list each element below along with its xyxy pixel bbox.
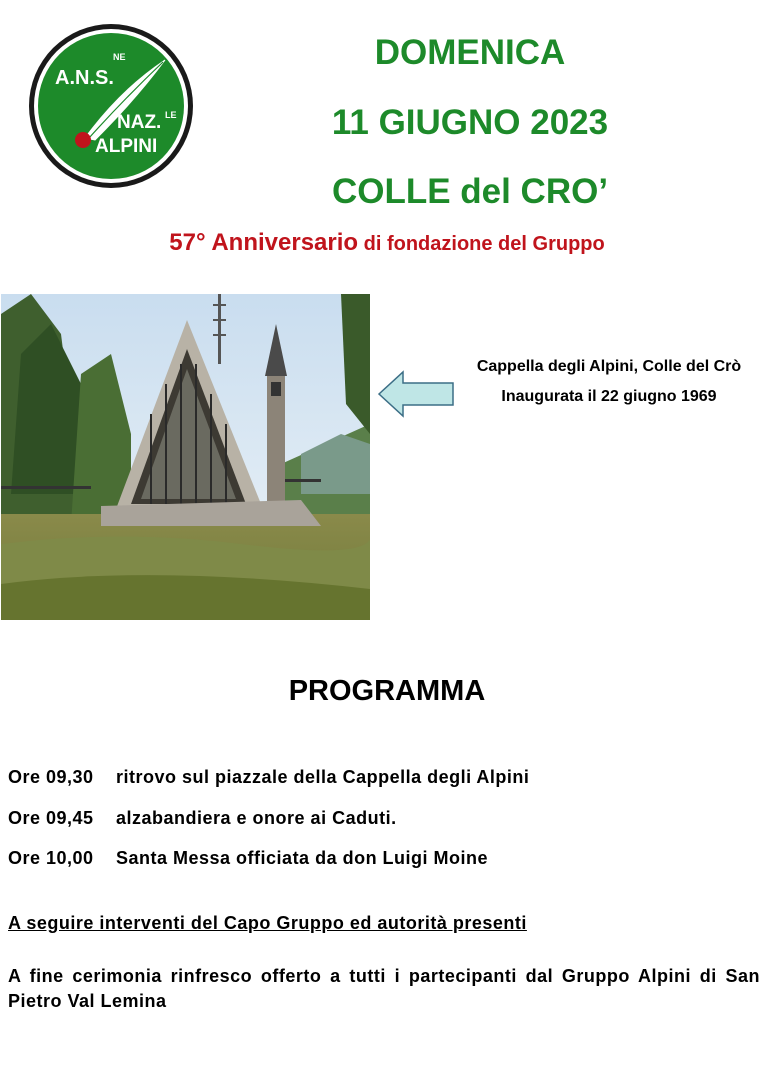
program-time: Ore 09,45 <box>8 808 94 828</box>
program-title: PROGRAMMA <box>288 675 486 707</box>
caption-inauguration: Inaugurata il 22 giugno 1969 <box>501 388 717 405</box>
logo-text-alpini: ALPINI <box>95 136 158 157</box>
caption-title: Cappella degli Alpini, Colle del Crò <box>476 358 742 375</box>
logo-sup-le: LE <box>165 110 177 120</box>
event-location: COLLE del CRO’ <box>331 172 609 211</box>
logo-text-naz: NAZ. <box>117 112 162 133</box>
program-item <box>8 767 529 788</box>
program-time: Ore 10,00 <box>8 848 94 868</box>
anniversary-number: 57° Anniversario <box>169 229 359 256</box>
event-date: 11 GIUGNO 2023 <box>331 103 609 142</box>
ana-logo <box>25 20 197 192</box>
program-activity: ritrovo sul piazzale della Cappella degli Alpini <box>116 767 530 787</box>
logo-text-ans: A.N.S. <box>55 67 114 89</box>
program-activity: Santa Messa officiata da don Luigi Moine <box>116 848 489 868</box>
program-followup: A seguire interventi del Capo Gruppo ed autorità presenti <box>8 913 527 933</box>
event-day: DOMENICA <box>374 33 566 72</box>
anniversary-text: di fondazione del Gruppo <box>358 233 605 255</box>
program-closing: A fine cerimonia rinfresco offerto a tutti i partecipanti dal Gruppo Alpini di San Pietro Val Lemina <box>8 966 760 1011</box>
program-time: Ore 09,30 <box>8 767 94 787</box>
program-activity: alzabandiera e onore ai Caduti. <box>116 808 397 828</box>
anniversary-line <box>0 229 774 257</box>
program-item <box>8 808 397 829</box>
chapel-photo <box>1 294 370 620</box>
left-arrow-icon <box>377 370 455 418</box>
logo-sup-ne: NE <box>113 52 126 62</box>
photo-caption <box>474 356 744 407</box>
program-item <box>8 848 488 869</box>
